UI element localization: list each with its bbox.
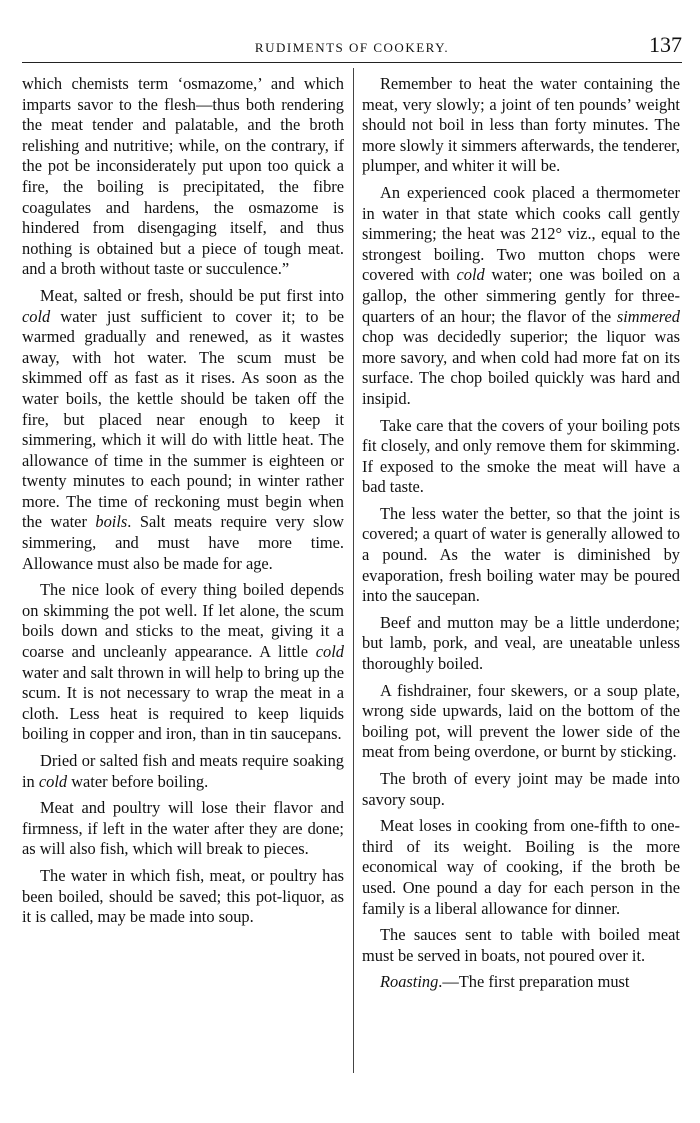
paragraph: Take care that the covers of your boiling pots fit closely, and only remove them for skimming. If exposed to the smoke the meat will have a bad taste.: [362, 415, 680, 497]
paragraph: The less water the better, so that the joint is covered; a quart of water is generally allowed to a pound. As the water is diminished by evaporation, fresh boiling water may be poured into the saucepan.: [362, 503, 680, 606]
column-divider: [353, 68, 354, 1073]
left-column: [22, 74, 344, 928]
paragraph: Meat, salted or fresh, should be put first into cold water just sufficient to cover it; to be warmed gradually and renewed, as it wastes away, with hot water. The scum must be skimmed off as fast as it rises. As soon as the water boils, the kettle should be taken off the fire, but placed near enough to keep it simmering, which it will do with little heat. The allowance of time in the summer is eighteen or twenty minutes to each pound; in winter rather more. The time of reckoning must begin when the water boils. Salt meats require very slow simmering, and must have more time. Allowance must also be made for age.: [22, 285, 344, 573]
paragraph: The nice look of every thing boiled depends on skimming the pot well. If let alone, the scum boils down and sticks to the meat, giving it a coarse and uncleanly appearance. A little cold water and salt thrown in will help to bring up the scum. It is not necessary to wrap the meat in a cloth. Less heat is required to keep liquids boiling in copper and iron, than in tin saucepans.: [22, 580, 344, 744]
paragraph: A fishdrainer, four skewers, or a soup plate, wrong side upwards, laid on the bottom of the boiling pot, will prevent the lower side of the meat from being overdone, or burnt by sticking.: [362, 680, 680, 762]
paragraph: The sauces sent to table with boiled meat must be served in boats, not poured over it.: [362, 925, 680, 965]
paragraph: Remember to heat the water containing the meat, very slowly; a joint of ten pounds’ weight should not boil in less than forty minutes. The more slowly it simmers afterwards, the tenderer, plumper, and whiter it will be.: [362, 74, 680, 176]
paragraph: Beef and mutton may be a little underdone; but lamb, pork, and veal, are uneatable unless thoroughly boiled.: [362, 612, 680, 674]
paragraph: Meat loses in cooking from one-fifth to one-third of its weight. Boiling is the more economical way of cooking, if the broth be used. One pound a day for each person in the family is a liberal allowance for dinner.: [362, 816, 680, 918]
header-rule: [22, 62, 682, 63]
page-header: [22, 20, 682, 64]
paragraph: which chemists term ‘osmazome,’ and which imparts savor to the flesh—thus both rendering the meat tender and palatable, and the broth relishing and nutritive; while, on the contrary, if the pot be inconsiderately put upon too quick a fire, the boiling is precipitated, the fibre coagulates and hardens, the osmazome is hindered from disengaging itself, and thus nothing is obtained but a piece of tough meat. and a broth without taste or succulence.”: [22, 74, 344, 279]
page-number: 137: [649, 32, 682, 57]
paragraph: Dried or salted fish and meats require soaking in cold water before boiling.: [22, 751, 344, 791]
paragraph: An experienced cook placed a thermometer in water in that state which cooks call gently simmering; the heat was 212° viz., equal to the strongest boiling. Two mutton chops were covered with cold water; one was boiled on a gallop, the other simmering gently for three-quarters of an hour; the flavor of the simmered chop was decidedly superior; the liquor was more savory, and when cold had more fat on its surface. The chop boiled quickly was hard and insipid.: [362, 182, 680, 408]
paragraph: Roasting.—The first preparation must: [380, 972, 630, 992]
running-head: RUDIMENTS OF COOKERY.: [254, 40, 450, 55]
paragraph: The water in which fish, meat, or poultry has been boiled, should be saved; this pot-liquor, as it is called, may be made into soup.: [22, 865, 344, 927]
right-column: [362, 74, 680, 993]
paragraph: Meat and poultry will lose their flavor and firmness, if left in the water after they are done; as will also fish, which will break to pieces.: [22, 798, 344, 859]
paragraph: The broth of every joint may be made into savory soup.: [362, 769, 680, 809]
